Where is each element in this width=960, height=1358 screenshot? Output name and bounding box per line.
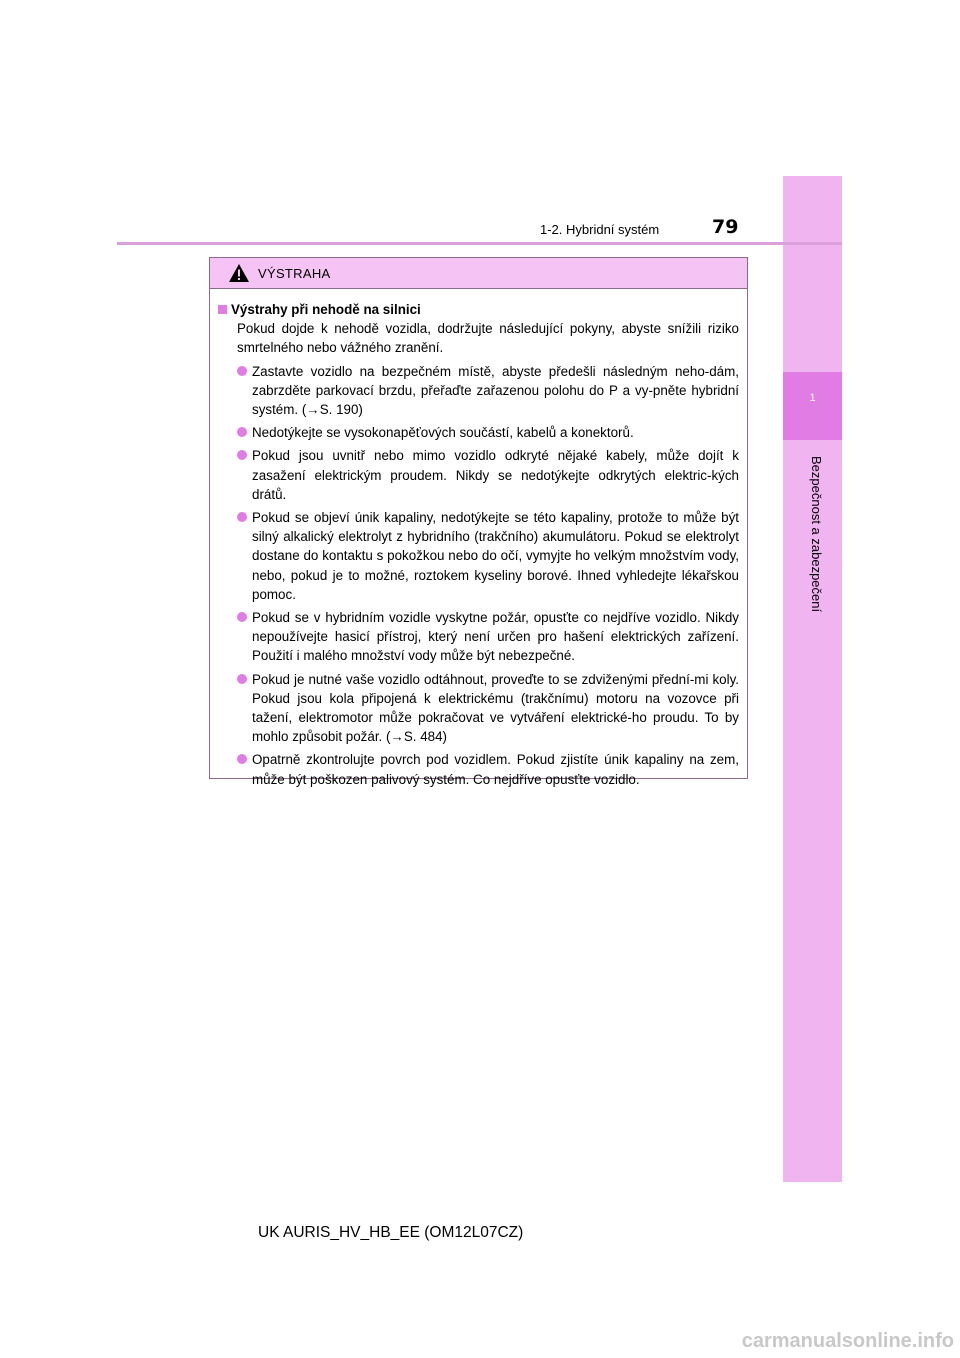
bullet-dot-icon — [237, 450, 247, 460]
warning-item — [237, 608, 739, 666]
watermark: carmanualsonline.info — [741, 1330, 954, 1352]
page-number: 79 — [712, 216, 739, 238]
document-code: UK AURIS_HV_HB_EE (OM12L07CZ) — [258, 1224, 524, 1241]
header-divider — [117, 242, 842, 245]
warning-item — [237, 446, 739, 504]
warning-intro: Pokud dojde k nehodě vozidla, dodržujte následující pokyny, abyste snížili riziko smrtelného nebo vážného zranění. — [237, 321, 739, 356]
bullet-dot-icon — [237, 427, 247, 437]
warning-item — [237, 423, 739, 442]
warning-header — [210, 258, 747, 289]
warning-item — [237, 362, 739, 420]
warning-subheading — [218, 300, 739, 319]
section-title: 1-2. Hybridní systém — [540, 222, 660, 237]
warning-subheading-text: Výstrahy při nehodě na silnici — [231, 302, 421, 317]
square-bullet-icon — [218, 305, 227, 314]
bullet-dot-icon — [237, 612, 247, 622]
warning-item-text: Nedotýkejte se vysokonapěťových součástí, kabelů a konektorů. — [252, 425, 634, 441]
warning-item — [237, 508, 739, 604]
bullet-dot-icon — [237, 366, 247, 376]
warning-item — [237, 670, 739, 747]
warning-item-text: Opatrně zkontrolujte povrch pod vozidlem. Pokud zjistíte únik kapaliny na zem, může být poškozen palivový systém. Co nejdříve opusťte vozidlo. — [252, 752, 739, 787]
warning-body — [210, 289, 747, 789]
warning-item-text: Pokud se objeví únik kapaliny, nedotýkejte se této kapaliny, protože to může být silný alkalický elektrolyt z hybridního (trakčního) akumulátoru. Pokud se elektrolyt dostane do kontaktu s pokožkou nebo do očí, vymyjte ho velkým množstvím vody, nebo, pokud je to možné, roztokem kyseliny borové. Ihned vyhledejte lékařskou pomoc. — [252, 510, 739, 602]
warning-triangle-icon — [228, 263, 250, 283]
warning-box — [209, 257, 748, 787]
warning-item — [237, 750, 739, 788]
chapter-number-tab — [783, 372, 842, 440]
bullet-dot-icon — [237, 674, 247, 684]
warning-item-text: Zastavte vozidlo na bezpečném místě, abyste předešli následným neho-dám, zabrzděte parkovací brzdu, přeřaďte zařazenou polohu do P a vy-pněte hybridní systém. (→S. 190) — [252, 363, 739, 418]
warning-item-text: Pokud jsou uvnitř nebo mimo vozidlo odkryté nějaké kabely, může dojít k zasažení elektrickým proudem. Nikdy se nedotýkejte odkrytých elektric-kých drátů. — [252, 448, 739, 502]
chapter-title: Bezpečnost a zabezpečení — [809, 456, 824, 613]
warning-title: VÝSTRAHA — [258, 265, 331, 281]
chapter-number: 1 — [809, 392, 816, 404]
bullet-dot-icon — [237, 512, 247, 522]
bullet-dot-icon — [237, 754, 247, 764]
warning-item-text: Pokud je nutné vaše vozidlo odtáhnout, proveďte to se zdviženými přední-mi koly. Pokud jsou kola připojená k elektrickému (trakčnímu) motoru na vozovce při tažení, elektromotor může pokračovat ve vytváření elektrické-ho proudu. To by mohlo způsobit požár. (→S. 484) — [252, 671, 739, 745]
warning-item-text: Pokud se v hybridním vozidle vyskytne požár, opusťte co nejdříve vozidlo. Nikdy nepoužívejte hasicí přístroj, který není určen pro hašení elektrických zařízení. Použití i malého množství vody může být nebezpečné. — [252, 610, 739, 664]
